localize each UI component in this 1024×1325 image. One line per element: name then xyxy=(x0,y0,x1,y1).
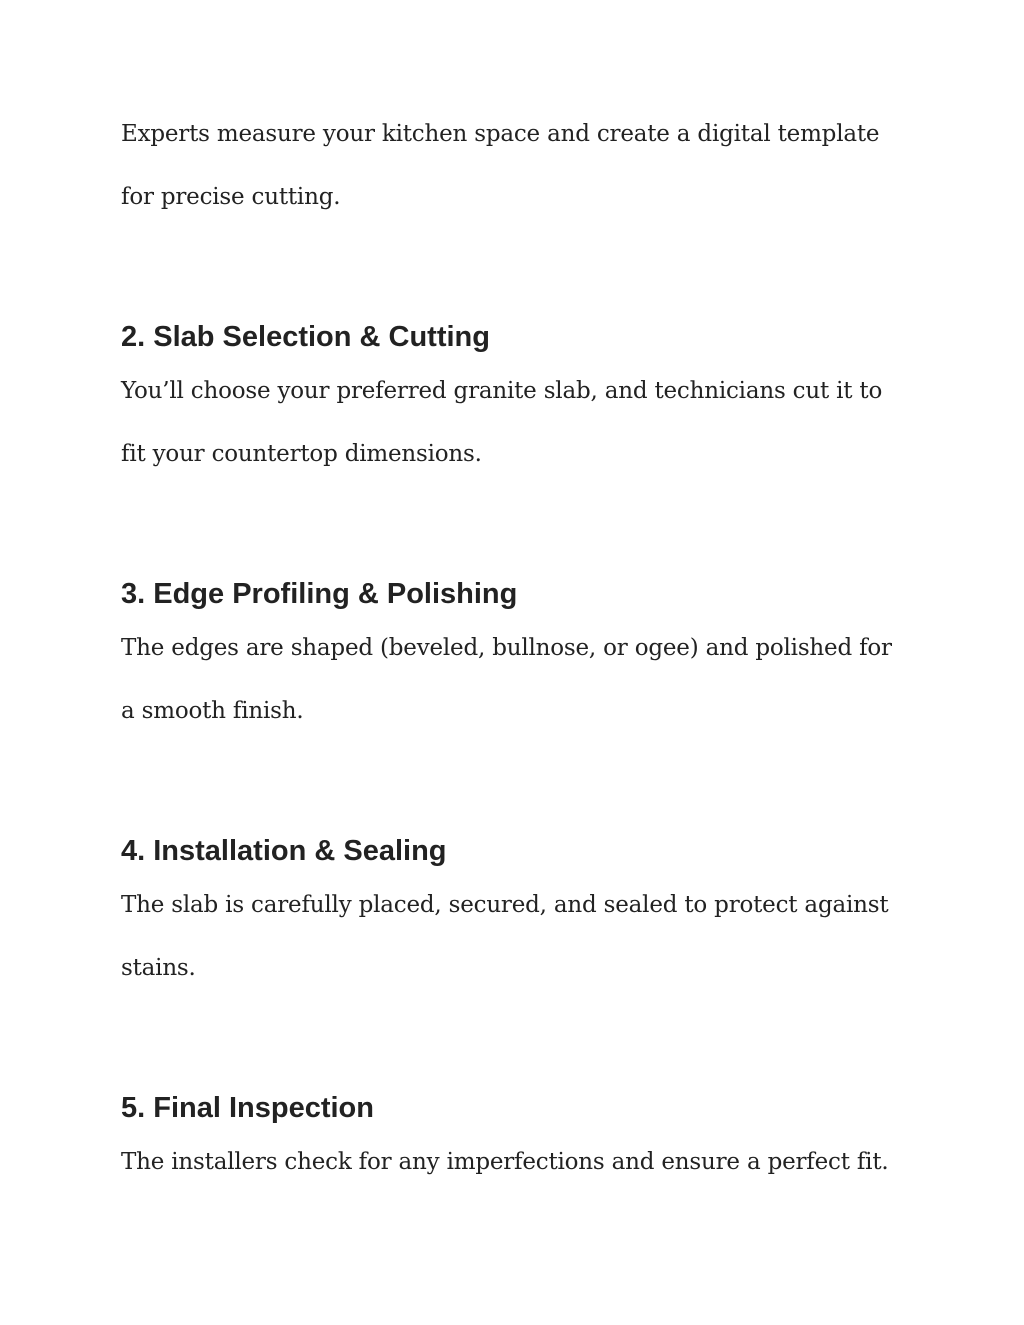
section-body-edge-profiling: The edges are shaped (beveled, bullnose, or ogee) and polished for a smooth finish. xyxy=(121,635,892,724)
section-body-final-inspection: The installers check for any imperfections and ensure a perfect fit. xyxy=(121,1149,889,1175)
section-heading-final-inspection: 5. Final Inspection xyxy=(121,1092,374,1124)
intro-paragraph: Experts measure your kitchen space and create a digital template for precise cutting. xyxy=(121,121,880,210)
section-heading-slab-selection: 2. Slab Selection & Cutting xyxy=(121,321,490,353)
section-heading-edge-profiling: 3. Edge Profiling & Polishing xyxy=(121,578,518,610)
section-heading-installation: 4. Installation & Sealing xyxy=(121,835,447,867)
section-body-installation: The slab is carefully placed, secured, and sealed to protect against stains. xyxy=(121,892,889,981)
section-body-slab-selection: You’ll choose your preferred granite slab, and technicians cut it to fit your countertop dimensions. xyxy=(121,378,883,467)
